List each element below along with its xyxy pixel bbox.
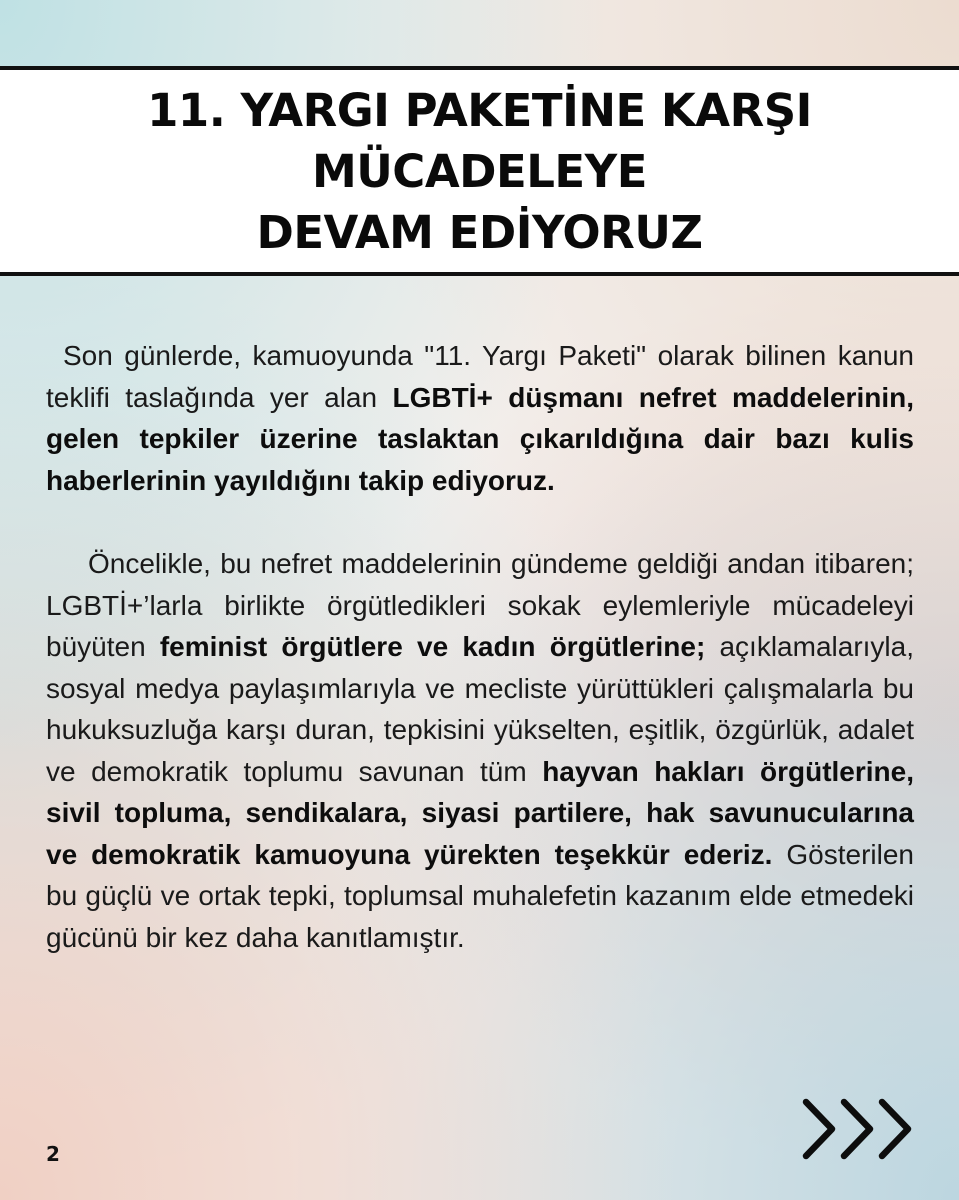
paragraph-1 xyxy=(46,335,914,501)
body-text xyxy=(46,335,914,958)
triple-chevron-right-icon[interactable] xyxy=(800,1096,918,1162)
paragraph-2-text-b: açıklamalarıyla, sosyal medya paylaşımlarıyla ve mecliste yürüttükleri çalışmalarla bu hukuksuzluğa karşı duran, tepkisini yükselten, eşitlik, özgürlük, adalet ve demokratik toplumu savunan tüm xyxy=(46,631,914,787)
paragraph-1-emphasis: LGBTİ+ düşmanı nefret maddelerinin, gelen tepkiler üzerine taslaktan çıkarıldığına dair bazı kulis haberlerinin yayıldığını takip ediyoruz. xyxy=(46,381,914,496)
paragraph-2-emphasis-a: feminist örgütlere ve kadın örgütlerine; xyxy=(159,631,706,662)
page-number: 2 xyxy=(46,1142,60,1166)
title-line-1: 11. YARGI PAKETİNE KARŞI xyxy=(147,83,812,137)
paragraph-1-text: Son günlerde, kamuoyunda "11. Yargı Paketi" olarak bilinen kanun teklifi taslağında yer alan xyxy=(46,340,914,413)
paragraph-2 xyxy=(46,543,914,958)
title-line-2: MÜCADELEYE xyxy=(311,144,647,198)
title-line-3: DEVAM EDİYORUZ xyxy=(256,205,703,259)
title-banner xyxy=(0,66,959,276)
paragraph-2-text-a: Öncelikle, bu nefret maddelerinin gündeme geldiği andan itibaren; LGBTİ+’larla birlikte örgütledikleri sokak eylemleriyle mücadeleyi büyüten xyxy=(46,548,914,662)
paragraph-2-text-c: Gösterilen bu güçlü ve ortak tepki, toplumsal muhalefetin kazanım elde etmedeki gücünü bir kez daha kanıtlamıştır. xyxy=(46,838,914,953)
paragraph-2-emphasis-b: hayvan hakları örgütlerine, sivil topluma, sendikalara, siyasi partilere, hak savunucularına ve demokratik kamuoyuna yürekten teşekkür ederiz. xyxy=(46,755,915,870)
